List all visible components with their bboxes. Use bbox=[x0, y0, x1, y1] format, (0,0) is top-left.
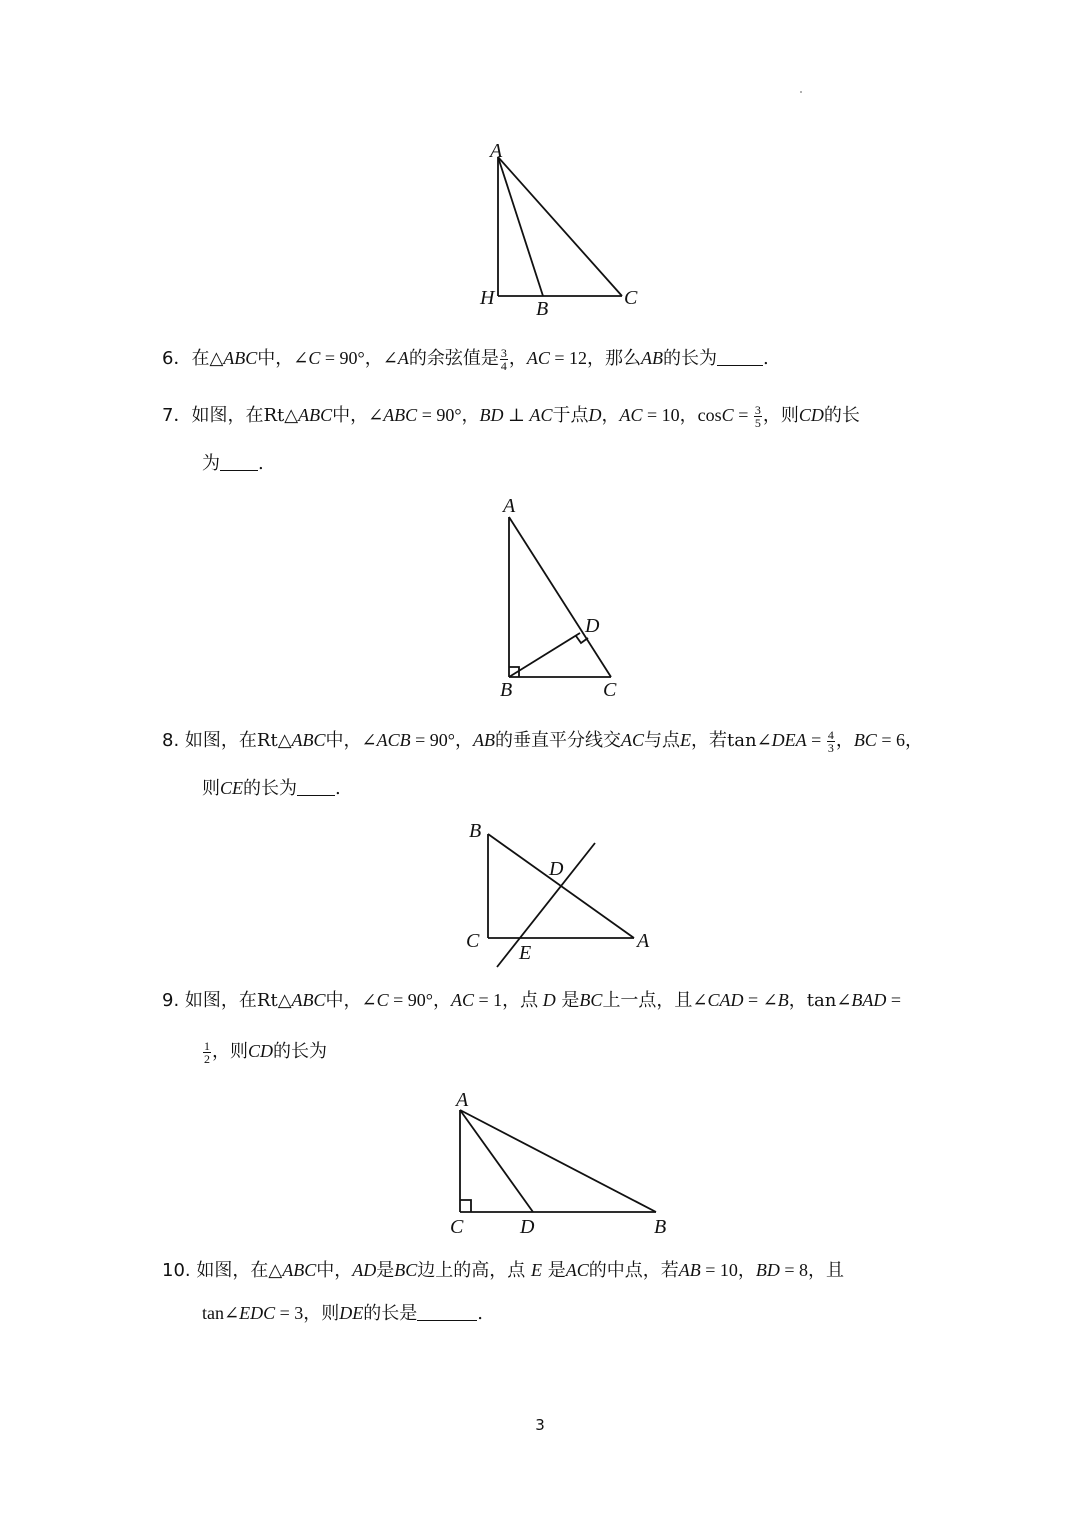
q8-text: 中，∠ bbox=[325, 730, 377, 751]
fig9-label-b: B bbox=[654, 1216, 667, 1238]
q9-text: = 90°， bbox=[388, 990, 452, 1010]
q9-text: 的长为 bbox=[273, 1041, 328, 1062]
q8-math: AB bbox=[473, 730, 495, 750]
q10-text: = 10， bbox=[700, 1260, 756, 1280]
fig7-label-d: D bbox=[585, 615, 600, 637]
q6-text: 中，∠ bbox=[257, 348, 309, 369]
fig8-label-e: E bbox=[519, 942, 532, 964]
q9-math: BC bbox=[579, 990, 603, 1010]
q8-text: = bbox=[806, 730, 826, 750]
q10-text: . bbox=[477, 1303, 483, 1324]
q8-math: ACB bbox=[376, 730, 411, 750]
q10-text: 边上的高，点 bbox=[417, 1260, 531, 1281]
q7-fraction-numerator: 3 bbox=[754, 402, 761, 417]
q9-text: = 1，点 bbox=[474, 990, 543, 1010]
q7-text: ，则 bbox=[762, 405, 799, 426]
q7-text: 为 bbox=[202, 453, 220, 474]
q10-math: EDC bbox=[239, 1303, 276, 1323]
q8-text: ，若tan∠ bbox=[691, 730, 772, 751]
q7-math: ABC bbox=[383, 405, 418, 425]
fig9-label-c: C bbox=[450, 1216, 464, 1238]
q8-text: 如图，在Rt△ bbox=[179, 730, 292, 751]
q10-math: AD bbox=[352, 1260, 377, 1280]
q9-math: BAD bbox=[851, 990, 887, 1010]
fig7-label-b: B bbox=[500, 679, 513, 701]
q10-text: = 8，且 bbox=[779, 1260, 845, 1280]
q7-math: CD bbox=[798, 405, 824, 425]
q10-text: 中， bbox=[316, 1260, 353, 1281]
q10-text: = 3，则 bbox=[275, 1303, 340, 1323]
q6-text: = 12，那么 bbox=[549, 348, 642, 368]
q6-math: ABC bbox=[223, 348, 258, 368]
q6-text: ， bbox=[508, 348, 527, 369]
fig5-label-b: B bbox=[536, 298, 549, 320]
q10-text: 是 bbox=[541, 1260, 566, 1281]
q10-text: 如图，在△ bbox=[190, 1260, 283, 1281]
q10-text: 是 bbox=[376, 1260, 395, 1281]
q7-text: = 10，cos bbox=[642, 405, 722, 425]
q6-text: . bbox=[763, 348, 769, 369]
q9-text: 中，∠ bbox=[325, 990, 377, 1011]
q9-text: = ∠ bbox=[743, 990, 778, 1010]
q6-number: 6． bbox=[162, 348, 192, 369]
q7-math: ABC bbox=[298, 405, 333, 425]
q7-math: AC bbox=[619, 405, 643, 425]
q10-math: BD bbox=[755, 1260, 780, 1280]
q8-text: = 90°， bbox=[410, 730, 473, 750]
q8-text: . bbox=[335, 778, 341, 799]
fig9-segment-ab bbox=[460, 1110, 656, 1212]
q7-number: 7． bbox=[162, 405, 192, 426]
q9-math: CAD bbox=[707, 990, 744, 1010]
fig9-segment-ad bbox=[460, 1110, 533, 1212]
q8-text: 的垂直平分线交 bbox=[495, 730, 621, 751]
q6-math: C bbox=[308, 348, 321, 368]
q7-math: ⊥ bbox=[503, 405, 530, 425]
q6-fraction-numerator: 3 bbox=[500, 345, 507, 360]
q10-number: 10. bbox=[162, 1260, 191, 1281]
q7-text: . bbox=[258, 453, 264, 474]
q8-text: 则 bbox=[202, 778, 220, 799]
q7-text: = bbox=[733, 405, 753, 425]
q7-math: BD bbox=[479, 405, 504, 425]
q10-math: AB bbox=[678, 1260, 701, 1280]
q8-math: BC bbox=[853, 730, 877, 750]
q6-math: AC bbox=[526, 348, 550, 368]
question-10 bbox=[162, 1258, 844, 1283]
q10-text: 的中点，若 bbox=[588, 1260, 679, 1281]
q9-fraction-numerator: 1 bbox=[204, 1038, 210, 1053]
q8-fraction-numerator: 4 bbox=[827, 727, 834, 742]
q10-answer-blank[interactable] bbox=[417, 1302, 477, 1321]
q7-text: 中，∠ bbox=[332, 405, 384, 426]
fig9-right-angle-c bbox=[460, 1200, 471, 1212]
fig8-label-d: D bbox=[549, 858, 564, 880]
q10-text: tan∠ bbox=[202, 1303, 240, 1323]
q7-text: ， bbox=[601, 405, 620, 426]
q10-math: E bbox=[530, 1260, 542, 1280]
q10-text: 的长是 bbox=[363, 1303, 418, 1324]
q8-text: 与点 bbox=[644, 730, 681, 751]
q8-math: E bbox=[680, 730, 692, 750]
q9-math: CD bbox=[248, 1041, 274, 1061]
q9-text: 如图，在Rt△ bbox=[179, 990, 292, 1011]
question-10-line-2 bbox=[202, 1301, 483, 1326]
fig9-label-a: A bbox=[456, 1089, 469, 1111]
q10-math: BC bbox=[394, 1260, 418, 1280]
fig5-label-h: H bbox=[480, 287, 495, 309]
q8-text: = 6， bbox=[876, 730, 923, 750]
q9-text: ，则 bbox=[212, 1041, 248, 1062]
q9-text: = bbox=[886, 990, 902, 1010]
q9-number: 9. bbox=[162, 990, 180, 1011]
q8-math: CE bbox=[220, 778, 244, 798]
q9-math: ABC bbox=[291, 990, 326, 1010]
q9-math: AC bbox=[451, 990, 475, 1010]
q9-fraction-denominator: 2 bbox=[204, 1051, 210, 1066]
fig5-label-c: C bbox=[624, 287, 638, 309]
q7-math: AC bbox=[529, 405, 553, 425]
q10-math: AC bbox=[565, 1260, 589, 1280]
fig8-label-c: C bbox=[466, 930, 480, 952]
q7-text: 的长 bbox=[823, 405, 860, 426]
q7-text: 于点 bbox=[552, 405, 589, 426]
q9-math: B bbox=[777, 990, 789, 1010]
q7-text: = 90°， bbox=[417, 405, 480, 425]
q7-fraction-denominator: 5 bbox=[754, 415, 761, 430]
q6-math: = 90°，∠ bbox=[320, 348, 398, 368]
q7-math: D bbox=[588, 405, 602, 425]
q8-math: ABC bbox=[291, 730, 326, 750]
q9-text: 上一点，且∠ bbox=[602, 990, 708, 1011]
q6-math: A bbox=[397, 348, 409, 368]
q10-math: DE bbox=[339, 1303, 364, 1323]
q6-math: AB bbox=[641, 348, 664, 368]
fig7-label-a: A bbox=[503, 495, 516, 517]
q8-math: DEA bbox=[771, 730, 807, 750]
q10-math: ABC bbox=[282, 1260, 317, 1280]
q6-fraction-denominator: 4 bbox=[500, 358, 507, 373]
q7-math: C bbox=[721, 405, 734, 425]
q9-text: 是 bbox=[555, 990, 580, 1011]
q8-text: ， bbox=[835, 730, 854, 751]
q8-fraction-denominator: 3 bbox=[827, 740, 834, 755]
q6-text: 在△ bbox=[191, 348, 224, 369]
q8-math: AC bbox=[621, 730, 645, 750]
fig8-label-b: B bbox=[469, 820, 482, 842]
q9-text: ，tan∠ bbox=[788, 990, 852, 1011]
q6-text: 的余弦值是 bbox=[408, 348, 499, 369]
q8-text: 的长为 bbox=[243, 778, 298, 799]
fig8-label-a: A bbox=[637, 930, 650, 952]
page-number: 3 bbox=[535, 1416, 545, 1434]
q8-number: 8. bbox=[162, 730, 180, 751]
fig5-label-a: A bbox=[490, 140, 503, 162]
q7-text: 如图，在Rt△ bbox=[191, 405, 299, 426]
q6-text: 的长为 bbox=[663, 348, 718, 369]
q9-math: C bbox=[376, 990, 389, 1010]
fig9-label-d: D bbox=[520, 1216, 535, 1238]
q9-math: D bbox=[542, 990, 556, 1010]
fig7-label-c: C bbox=[603, 679, 617, 701]
